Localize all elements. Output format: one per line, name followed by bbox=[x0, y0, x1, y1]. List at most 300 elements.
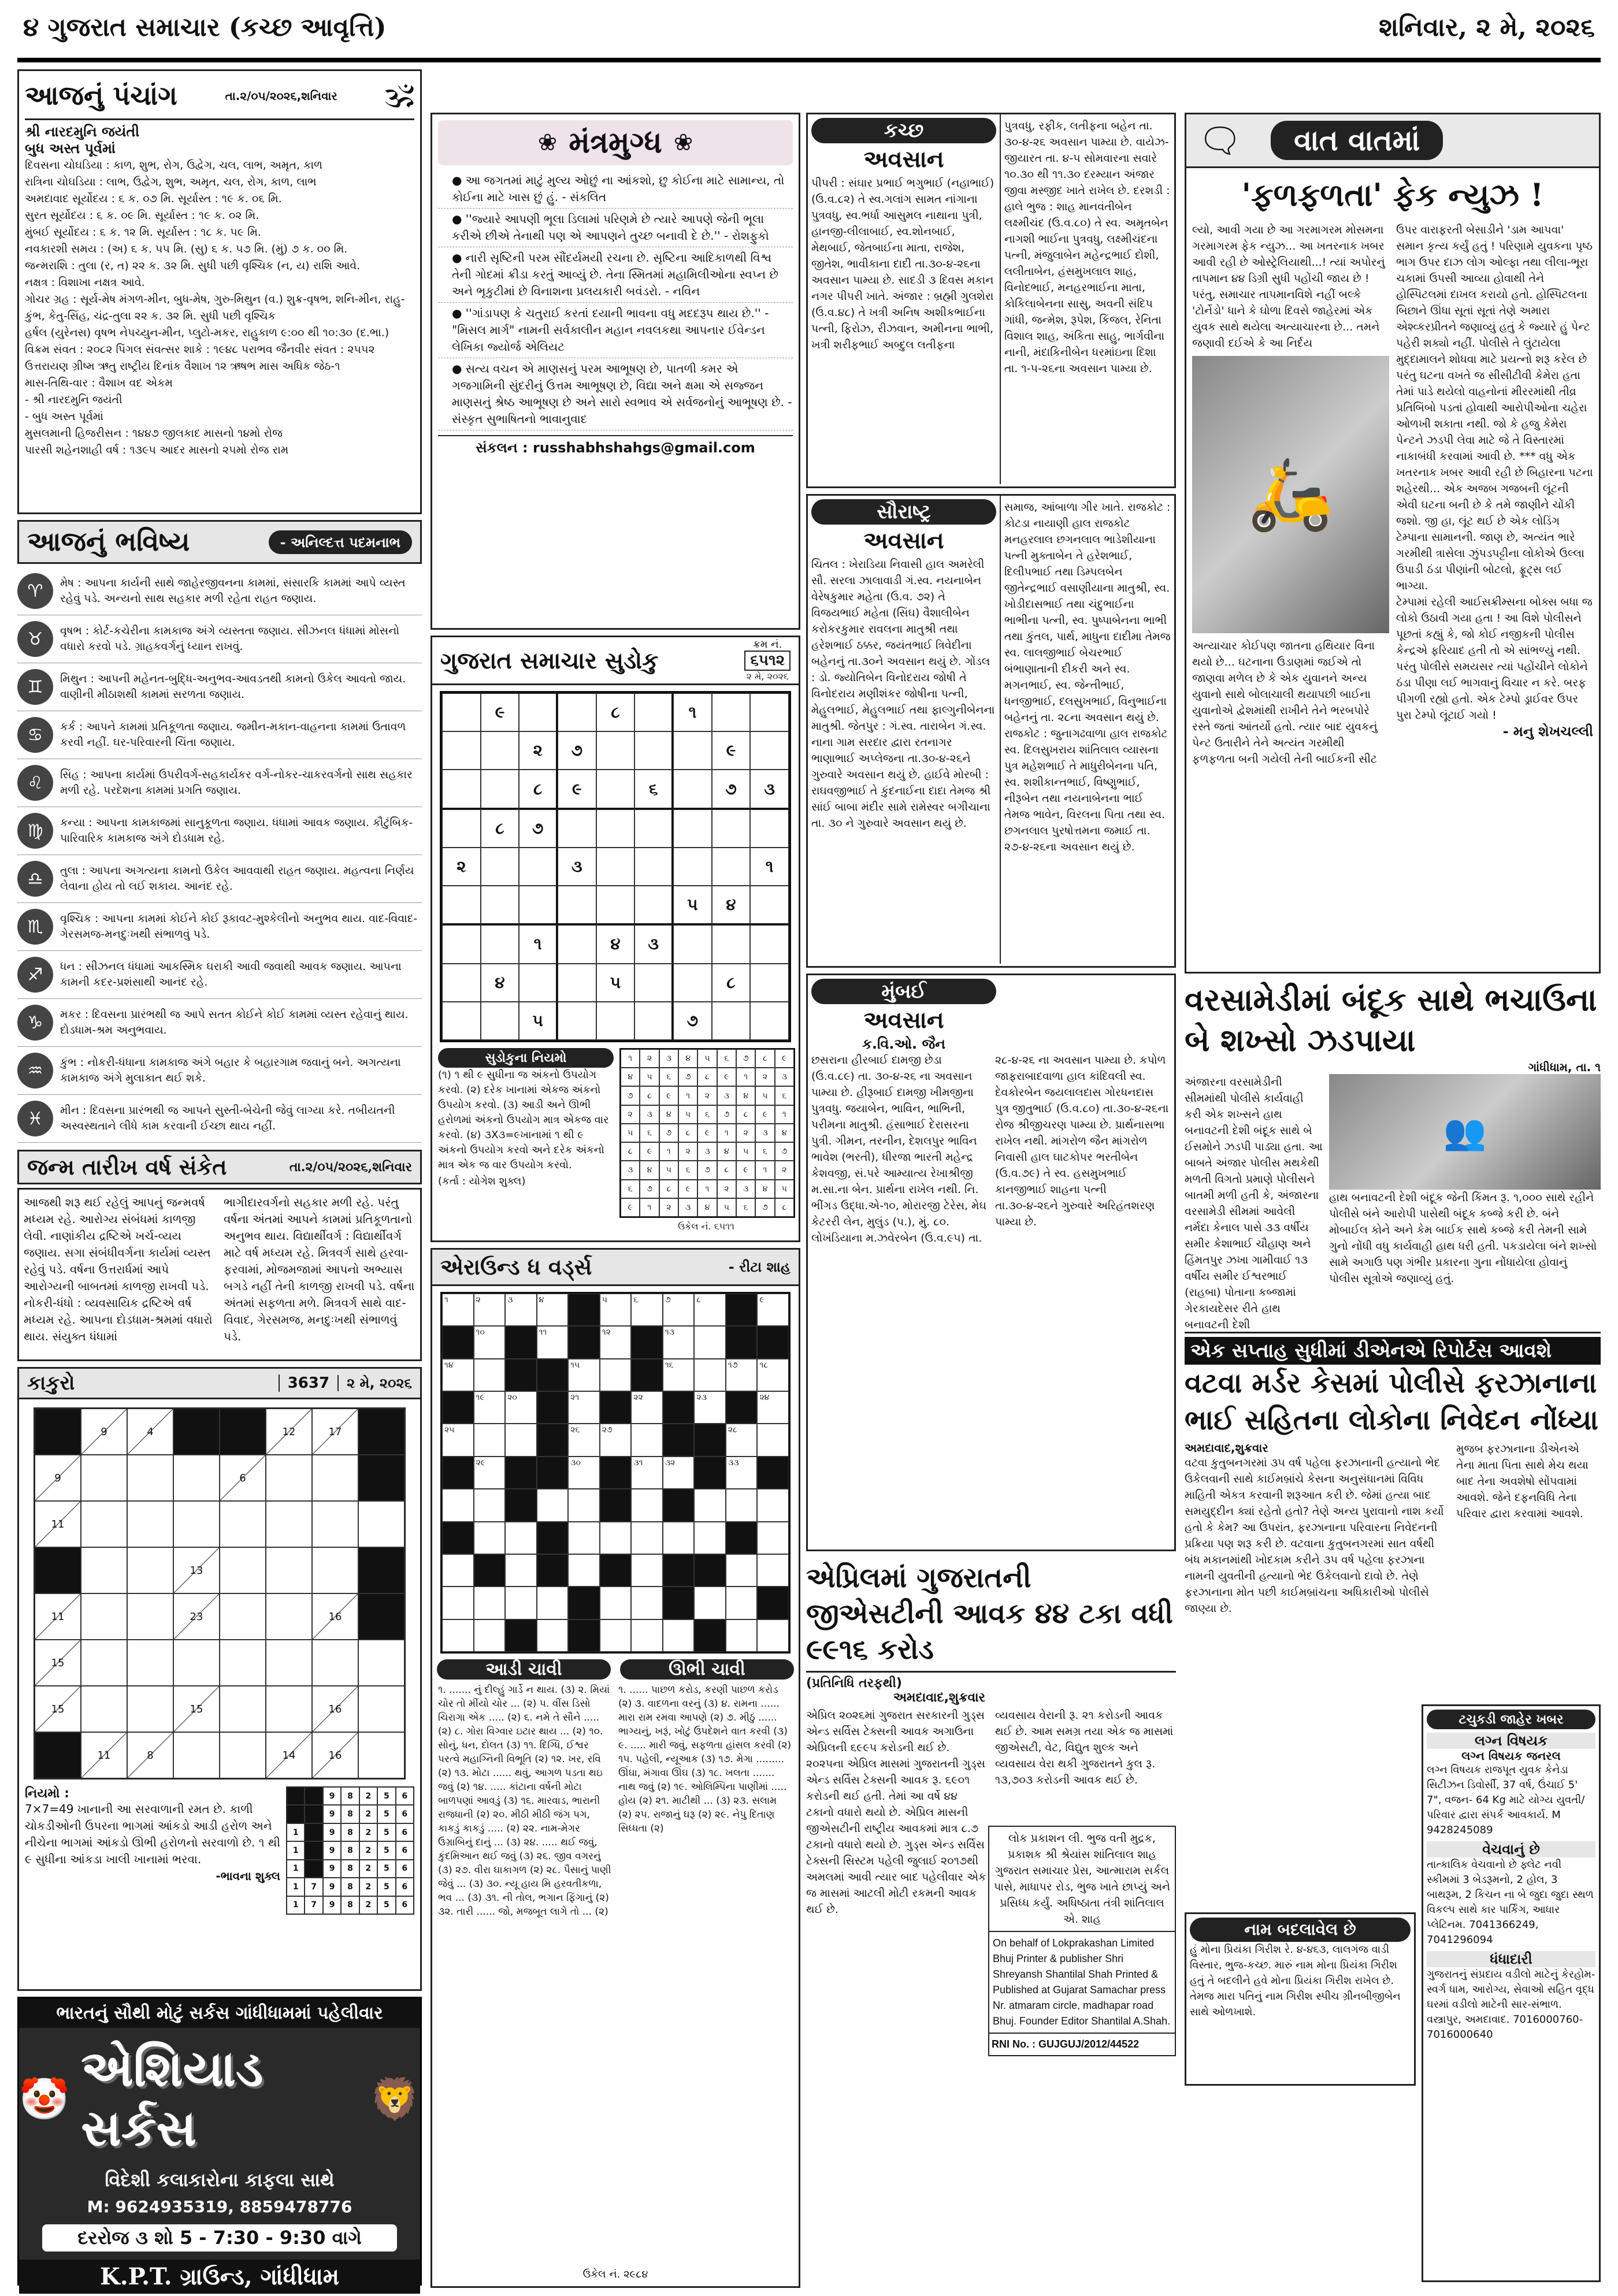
kakuro-cell[interactable] bbox=[173, 1732, 220, 1778]
crossword-cell[interactable] bbox=[568, 1554, 600, 1587]
sudoku-cell[interactable] bbox=[712, 848, 751, 886]
crossword-cell[interactable] bbox=[694, 1489, 726, 1521]
sudoku-cell[interactable] bbox=[712, 809, 751, 848]
crossword-author: - રીટા શાહ bbox=[728, 1259, 791, 1275]
crossword-cell[interactable] bbox=[663, 1457, 695, 1489]
crossword-cell[interactable] bbox=[600, 1424, 632, 1456]
kakuro-cell[interactable] bbox=[358, 1686, 404, 1732]
kakuro-cell[interactable] bbox=[127, 1501, 173, 1547]
crossword-cell[interactable] bbox=[600, 1619, 632, 1652]
kakuro-cell[interactable] bbox=[358, 1732, 404, 1778]
crossword-cell[interactable] bbox=[726, 1359, 758, 1391]
sudoku-cell[interactable]: ૭ bbox=[558, 731, 596, 770]
crossword-number: ૨૮ bbox=[728, 1425, 737, 1435]
crossword-cell[interactable] bbox=[663, 1326, 695, 1358]
sudoku-cell[interactable]: ૪ bbox=[481, 964, 519, 1002]
sudoku-cell[interactable] bbox=[442, 693, 481, 731]
sudoku-cell[interactable]: ૪ bbox=[712, 886, 751, 925]
crossword-cell[interactable] bbox=[694, 1522, 726, 1554]
sudoku-cell[interactable] bbox=[596, 770, 635, 809]
crossword-cell[interactable] bbox=[474, 1522, 506, 1554]
sudoku-mini-cell: ૬ bbox=[678, 1161, 697, 1179]
crossword-number: ૨૯ bbox=[476, 1458, 486, 1467]
kakuro-block bbox=[35, 1547, 81, 1593]
sudoku-mini-cell: ૭ bbox=[717, 1105, 736, 1124]
crossword-cell[interactable] bbox=[474, 1457, 506, 1489]
sudoku-cell[interactable] bbox=[634, 848, 673, 886]
crossword-cell[interactable] bbox=[757, 1489, 789, 1521]
crossword-cell[interactable] bbox=[537, 1294, 569, 1326]
zodiac-icon: ♑ bbox=[17, 1005, 53, 1041]
kakuro-block bbox=[35, 1732, 81, 1778]
kakuro-cell[interactable] bbox=[266, 1686, 312, 1732]
classifieds-header: ટચુકડી જાહેર ખબર bbox=[1427, 1710, 1595, 1729]
sudoku-mini-cell: ૯ bbox=[659, 1086, 678, 1105]
crossword-cell[interactable] bbox=[631, 1457, 663, 1489]
sudoku-cell[interactable] bbox=[596, 886, 635, 925]
rashi-row bbox=[17, 855, 422, 903]
kakuro-cell[interactable] bbox=[220, 1593, 266, 1640]
crossword-cell[interactable] bbox=[442, 1587, 474, 1619]
sudoku-cell[interactable] bbox=[519, 693, 558, 731]
crossword-cell[interactable] bbox=[505, 1522, 537, 1554]
crossword-cell[interactable] bbox=[568, 1424, 600, 1456]
zodiac-icon: ♉ bbox=[17, 621, 53, 657]
crossword-cell[interactable] bbox=[600, 1294, 632, 1326]
sudoku-cell[interactable] bbox=[634, 886, 673, 925]
crossword-block bbox=[663, 1489, 695, 1521]
crossword-cell[interactable] bbox=[726, 1619, 758, 1652]
crossword-cell[interactable] bbox=[600, 1522, 632, 1554]
sudoku-cell[interactable]: ૭ bbox=[519, 809, 558, 848]
sudoku-mini-cell: ૬ bbox=[736, 1198, 755, 1217]
mumbai-kvo: ક.વિ.ઓ. જૈન bbox=[862, 1036, 946, 1052]
vaat-headline: 'ફળફળતા' ફેક ન્યુઝ ! bbox=[1241, 176, 1544, 213]
crossword-block bbox=[537, 1554, 569, 1587]
panchang-lines bbox=[25, 124, 414, 459]
sudoku-cell[interactable] bbox=[750, 1002, 789, 1040]
mantra-item: ● ''ગાંડાપણ કે ચતુરાઈ કરતાં દયાની ભાવના વધુ મદદરૂપ થાય છે.'' - "મિસલ માર્ગ" નામની સર્વકાલીન મહાન નવલકથા આપનાર ઈવેન્ડન લેખિકા જ્યોર્જ એલિયટ bbox=[438, 303, 793, 358]
sudoku-mini-cell: ૩ bbox=[659, 1049, 678, 1068]
sudoku-cell[interactable] bbox=[673, 848, 712, 886]
sudoku-cell[interactable] bbox=[442, 809, 481, 848]
kakuro-cell[interactable] bbox=[81, 1501, 127, 1547]
kakuro-cell[interactable] bbox=[312, 1455, 358, 1501]
crossword-cell[interactable] bbox=[694, 1587, 726, 1619]
crossword-cell[interactable] bbox=[757, 1359, 789, 1391]
crossword-cell[interactable] bbox=[568, 1359, 600, 1391]
sudoku-mini-cell: ૯ bbox=[755, 1105, 774, 1124]
crossword-cell[interactable] bbox=[568, 1489, 600, 1521]
panchang-section bbox=[17, 69, 422, 514]
sudoku-number-label: ક્રમ નં. bbox=[753, 638, 782, 651]
kakuro-mini-cell: 6 bbox=[396, 1823, 414, 1841]
kakuro-cell[interactable] bbox=[81, 1686, 127, 1732]
sudoku-cell[interactable] bbox=[673, 964, 712, 1002]
vatva-article bbox=[1185, 1332, 1601, 1701]
kakuro-cell[interactable] bbox=[266, 1640, 312, 1686]
kakuro-cell[interactable] bbox=[312, 1501, 358, 1547]
sudoku-cell[interactable] bbox=[481, 848, 519, 886]
sudoku-cell[interactable] bbox=[673, 809, 712, 848]
sudoku-mini-cell: ૭ bbox=[775, 1142, 794, 1161]
sudoku-cell[interactable] bbox=[634, 964, 673, 1002]
sudoku-cell[interactable] bbox=[750, 925, 789, 963]
kakuro-rules-title: નિયમો : bbox=[25, 1786, 69, 1801]
kakuro-cell[interactable] bbox=[127, 1593, 173, 1640]
sudoku-cell[interactable] bbox=[558, 809, 596, 848]
sudoku-mini-cell: ૨ bbox=[755, 1068, 774, 1086]
bhavishya-header bbox=[17, 520, 422, 564]
sudoku-cell[interactable]: ૬ bbox=[634, 770, 673, 809]
crossword-cell[interactable] bbox=[757, 1619, 789, 1652]
sudoku-cell[interactable] bbox=[750, 886, 789, 925]
sudoku-cell[interactable] bbox=[481, 886, 519, 925]
sudoku-cell[interactable] bbox=[519, 964, 558, 1002]
crossword-cell[interactable] bbox=[505, 1424, 537, 1456]
janma-date: તા.૨/૦૫/૨૦૨૬,શનિવાર bbox=[289, 1160, 412, 1175]
crossword-cell[interactable] bbox=[505, 1294, 537, 1326]
vatva-body-2: મુજબ ફરઝાનાના ડીએનએ તેના માતા પિતા સાથે મેચ થયા બાદ તેના અવશેષો સોંપવામાં આવશે. જેને દફનવિધિ તેના પરિવાર દ્વારા કરવામાં આવશે. bbox=[1456, 1443, 1589, 1520]
sudoku-cell[interactable] bbox=[481, 731, 519, 770]
crossword-block bbox=[726, 1391, 758, 1424]
sudoku-cell[interactable]: ૫ bbox=[519, 1002, 558, 1040]
kakuro-cell[interactable] bbox=[127, 1640, 173, 1686]
sudoku-mini-cell: ૩ bbox=[736, 1180, 755, 1198]
crossword-cell[interactable] bbox=[474, 1359, 506, 1391]
rashi-text: વૃષભ : કોર્ટ-કચેરીના કામકાજ અંગે વ્યસ્તતા જણાય. સીઝનલ ધંધામાં મોસનો વધારો કરવો પડે. ગ્રાહકવર્ગનું ધ્યાન રાખવું. bbox=[60, 625, 399, 653]
panchang-line: પારસી શહેનશાહી વર્ષ : ૧૩૯૫ આદર માસનો ૨૫મો રોજ રામ bbox=[25, 444, 289, 456]
sudoku-cell[interactable]: ૮ bbox=[519, 770, 558, 809]
sudoku-mini-cell: ૪ bbox=[659, 1105, 678, 1124]
sudoku-cell[interactable] bbox=[750, 809, 789, 848]
kakuro-cell[interactable] bbox=[81, 1640, 127, 1686]
kakuro-mini-cell: 8 bbox=[341, 1787, 359, 1805]
crossword-number: ૧૧ bbox=[539, 1328, 547, 1338]
kakuro-cell[interactable] bbox=[81, 1593, 127, 1640]
kakuro-cell[interactable] bbox=[220, 1686, 266, 1732]
down-title: ઊભી ચાવી bbox=[620, 1659, 794, 1680]
sudoku-grid[interactable] bbox=[440, 691, 791, 1042]
sudoku-cell[interactable] bbox=[712, 1002, 751, 1040]
crossword-cell[interactable] bbox=[631, 1489, 663, 1521]
sudoku-cell[interactable]: ૮ bbox=[596, 693, 635, 731]
page-header-left: ૪ ગુજરાત સમાચાર (કચ્છ આવૃત્તિ) bbox=[23, 13, 387, 42]
crossword-number: ૧૬ bbox=[665, 1360, 674, 1370]
crossword-cell[interactable] bbox=[694, 1391, 726, 1424]
sudoku-cell[interactable]: ૪ bbox=[596, 925, 635, 963]
sudoku-cell[interactable]: ૫ bbox=[596, 964, 635, 1002]
panchang-line: હર્ષલ (યુરેનસ) વૃષભ નેપચ્યુન-મીન, પ્લુટો-મકર, રાહુકાળ ૯:૦૦ થી ૧૦:૩૦ (દ.ભા.) bbox=[25, 326, 389, 339]
sudoku-cell[interactable] bbox=[481, 925, 519, 963]
rashi-row bbox=[17, 1047, 422, 1095]
mantra-item: ● આ જગતમાં માટું મુલ્ય ઓછું ના આંકશો, છુ કોઈના માટે સામાન્ય, તો કોઈના માટે ખાસ છું હું. - સંકલિત bbox=[438, 170, 793, 209]
vaat-col4: ટેમ્પામાં રહેલી આઈસક્રીમ્સના બોક્સ બધા જ લોકો ઉઠાવી ગયા હતા ! આ વિશે પોલીસને પૂછતાં કહ્યું કે, જો કોઈ નજીકની પોલીસ કેન્દ્રએ ફરિયાદ હતી તો એ સાંભળ્યું નથી. પરંતુ પોલીસે સમયસર ત્યાં પહોંચીને લોકોને ઠંડા પીણા લઈ ભાગવાનું વિચાર ન કરે. બરફ પીગળી રહ્યો હતો. એક ટેમ્પો ડ્રાઈવર ઉપર પુરા ટેમ્પો લૂંટાઈ ગયો ! bbox=[1396, 596, 1593, 722]
sudoku-cell[interactable]: ૧ bbox=[519, 925, 558, 963]
kakuro-cell[interactable] bbox=[358, 1640, 404, 1686]
kakuro-cell[interactable] bbox=[173, 1501, 220, 1547]
chat-icon: 🗨 bbox=[1198, 120, 1242, 161]
crossword-cell[interactable] bbox=[631, 1522, 663, 1554]
kakuro-cell[interactable] bbox=[127, 1686, 173, 1732]
sudoku-cell[interactable]: ૯ bbox=[481, 693, 519, 731]
kakuro-mini-solution bbox=[286, 1786, 414, 1915]
sudoku-mini-cell: ૮ bbox=[775, 1198, 794, 1217]
crossword-number: ૫ bbox=[602, 1295, 607, 1305]
crossword-cell[interactable] bbox=[568, 1391, 600, 1424]
crossword-cell[interactable] bbox=[757, 1391, 789, 1424]
sudoku-mini-cell: ૯ bbox=[717, 1068, 736, 1086]
crossword-cell[interactable] bbox=[442, 1489, 474, 1521]
crossword-cell[interactable] bbox=[537, 1489, 569, 1521]
crossword-cell[interactable] bbox=[474, 1619, 506, 1652]
crossword-block bbox=[694, 1457, 726, 1489]
crossword-cell[interactable] bbox=[631, 1587, 663, 1619]
sudoku-cell[interactable]: ૨ bbox=[519, 731, 558, 770]
crossword-block bbox=[663, 1424, 695, 1456]
crossword-cell[interactable] bbox=[442, 1554, 474, 1587]
sudoku-cell[interactable]: ૮ bbox=[712, 964, 751, 1002]
crossword-cell[interactable] bbox=[568, 1522, 600, 1554]
crossword-cell[interactable] bbox=[757, 1554, 789, 1587]
varsamedi-dateline: ગાંધીધામ, તા. ૧ bbox=[1528, 1060, 1601, 1074]
sudoku-cell[interactable] bbox=[750, 731, 789, 770]
sudoku-cell[interactable] bbox=[442, 886, 481, 925]
kakuro-section bbox=[17, 1367, 422, 1991]
sudoku-mini-cell: ૨ bbox=[697, 1086, 717, 1105]
lotus-icon: ❀ bbox=[537, 129, 558, 156]
kakuro-cell[interactable] bbox=[220, 1547, 266, 1593]
vatva-headline: વટવા મર્ડર કેસમાં પોલીસે ફરઝાનાના ભાઈ સહિતના લોકોના નિવેદન નોંધ્યા bbox=[1185, 1367, 1598, 1436]
crossword-cell[interactable] bbox=[537, 1587, 569, 1619]
crossword-cell[interactable] bbox=[442, 1359, 474, 1391]
sudoku-cell[interactable]: ૨ bbox=[442, 848, 481, 886]
crossword-cell[interactable] bbox=[726, 1587, 758, 1619]
sudoku-cell[interactable] bbox=[634, 1002, 673, 1040]
kakuro-cell[interactable] bbox=[220, 1501, 266, 1547]
rashi-row bbox=[17, 951, 422, 999]
crossword-cell[interactable] bbox=[663, 1522, 695, 1554]
sudoku-mini-cell: ૧ bbox=[640, 1198, 659, 1217]
panchang-line: ગોચર ગ્રહ : સૂર્ય-મેષ મંગળ-મીન, બુધ-મેષ, ગુરુ-મિથુન (વ.) શુક્ર-વૃષભ, શનિ-મીન, રાહુ-કુંભ, કેતુ-સિંહ, ચંદ્ર-તુલા ૨૨ ક. ૩૨ મિ. સુધી પછી વૃશ્ચિક bbox=[25, 293, 405, 322]
sudoku-cell[interactable]: ૩ bbox=[634, 925, 673, 963]
panchang-line: - શ્રી નારદમુનિ જયંતી bbox=[25, 393, 123, 406]
sudoku-cell[interactable] bbox=[712, 693, 751, 731]
sudoku-cell[interactable] bbox=[442, 925, 481, 963]
kakuro-clue: 16 bbox=[312, 1593, 358, 1640]
sudoku-mini-cell: ૩ bbox=[640, 1105, 659, 1124]
crossword-block bbox=[631, 1359, 663, 1391]
sudoku-cell[interactable] bbox=[596, 848, 635, 886]
crossword-cell[interactable] bbox=[474, 1587, 506, 1619]
crossword-cell[interactable] bbox=[726, 1554, 758, 1587]
kakuro-cell[interactable] bbox=[266, 1593, 312, 1640]
crossword-cell[interactable] bbox=[505, 1554, 537, 1587]
sudoku-cell[interactable]: ૯ bbox=[712, 731, 751, 770]
mumbai-sub: અવસાન bbox=[863, 1006, 944, 1034]
kakuro-cell[interactable] bbox=[266, 1501, 312, 1547]
kakuro-cell[interactable] bbox=[220, 1640, 266, 1686]
kakuro-mini-cell bbox=[305, 1823, 322, 1841]
crossword-cell[interactable] bbox=[694, 1326, 726, 1358]
circus-banner: ભારતનું સૌથી મોટું સર્કસ ગાંધીધામમાં પહેલીવાર bbox=[19, 1998, 420, 2028]
kakuro-cell[interactable] bbox=[173, 1455, 220, 1501]
kakuro-cell[interactable] bbox=[127, 1547, 173, 1593]
sudoku-cell[interactable] bbox=[558, 1002, 596, 1040]
sudoku-cell[interactable]: ૭ bbox=[712, 770, 751, 809]
kakuro-mini-cell: 5 bbox=[377, 1896, 395, 1914]
down-clues: ૧. ...... પાછળ કરોડ, કરણી પાછળ કરોડ (૨) ૩. વાદળના વરનું (૩) ૪. રામના ...... મારા રામ રમવા આપણે (૨) ૭. મીઠું ...... ભાગ્યનું, ખરૂં, ખોટું ઉપદેશને વાત કરવી (૩) ૯. ..... મારી જવું, સફળતા હાંસલ કરવી (૨) ૧૫. પહેલી, ન્યૂઆક (૩) ૧૭. મેગા ......... ઊંઘા, મંગાવા ઊંઘ (૩) ૧૮. ખલતા ....... નાથ જવું (૨) ૧૯. ઓલિમ્પિના પાણીમાં ..... હોય (૨) ૨૧. માટીથી ... (૩) ૨૩. સલામ (૨) ૨૫. રાજાનું ઘરૂ (૨) ૨૯. નેપુ દિતાણ સિધ્ધતા (૨) bbox=[618, 1684, 792, 1834]
sudoku-cell[interactable]: ૩ bbox=[750, 770, 789, 809]
kakuro-cell[interactable] bbox=[312, 1547, 358, 1593]
kakuro-mini-cell bbox=[305, 1805, 322, 1823]
sudoku-cell[interactable] bbox=[673, 925, 712, 963]
sudoku-cell[interactable] bbox=[442, 1002, 481, 1040]
crossword-cell[interactable] bbox=[757, 1294, 789, 1326]
rashi-text: કુંભ : નોકરી-ધંધાના કામકાજ અંગે બહાર કે બહારગામ જવાનું બને. અગત્યના કામકાજ અંગે મુલાકાત થઈ શકે. bbox=[60, 1056, 401, 1084]
kakuro-cell[interactable] bbox=[173, 1640, 220, 1686]
crossword-cell[interactable] bbox=[726, 1457, 758, 1489]
sudoku-cell[interactable]: ૧ bbox=[673, 693, 712, 731]
crossword-block bbox=[442, 1457, 474, 1489]
gst-dateline: અમદાવાદ,શુક્રવાર bbox=[893, 1691, 985, 1705]
sudoku-cell[interactable] bbox=[673, 770, 712, 809]
sudoku-cell[interactable] bbox=[634, 731, 673, 770]
sudoku-cell[interactable] bbox=[442, 770, 481, 809]
sudoku-cell[interactable] bbox=[558, 886, 596, 925]
crossword-cell[interactable] bbox=[474, 1294, 506, 1326]
sudoku-cell[interactable] bbox=[673, 731, 712, 770]
crossword-cell[interactable] bbox=[442, 1424, 474, 1456]
crossword-cell[interactable] bbox=[757, 1424, 789, 1456]
sudoku-cell[interactable] bbox=[596, 1002, 635, 1040]
crossword-cell[interactable] bbox=[537, 1619, 569, 1652]
kakuro-mini-cell: 9 bbox=[323, 1787, 341, 1805]
kakuro-mini-cell bbox=[305, 1787, 322, 1805]
crossword-cell[interactable] bbox=[663, 1294, 695, 1326]
sudoku-cell[interactable]: ૩ bbox=[558, 848, 596, 886]
crossword-block bbox=[537, 1391, 569, 1424]
crossword-cell[interactable] bbox=[631, 1619, 663, 1652]
sudoku-cell[interactable]: ૯ bbox=[558, 770, 596, 809]
kakuro-mini-cell: 6 bbox=[396, 1841, 414, 1859]
crossword-cell[interactable] bbox=[757, 1522, 789, 1554]
crossword-cell[interactable] bbox=[600, 1326, 632, 1358]
varsamedi-headline: વરસામેડીમાં બંદૂક સાથે ભચાઉના બે શખ્સો ઝડપાયા bbox=[1185, 981, 1597, 1058]
sudoku-cell[interactable] bbox=[519, 848, 558, 886]
rashi-text: વૃશ્ચિક : આપના કામમાં કોઈને કોઈ રૂકાવટ-મુશ્કેલીનો અનુભવ થાય. વાદ-વિવાદ-ગેરસમજ-મનદુઃખથી સંભાળવું પડે. bbox=[60, 912, 418, 941]
sudoku-cell[interactable] bbox=[558, 964, 596, 1002]
crossword-cell[interactable] bbox=[631, 1391, 663, 1424]
sudoku-mini-cell: ૧ bbox=[659, 1142, 678, 1161]
crossword-cell[interactable] bbox=[474, 1326, 506, 1358]
panchang-line: અમદાવાદ સૂર્યોદય : ૬ ક. ૦૭ મિ. સૂર્યાસ્ત : ૧૯ ક. ૦૬ મિ. bbox=[25, 192, 282, 205]
across-title: આડી ચાવી bbox=[437, 1659, 611, 1680]
crossword-cell[interactable] bbox=[600, 1587, 632, 1619]
sudoku-cell[interactable] bbox=[481, 770, 519, 809]
sudoku-mini-cell: ૬ bbox=[659, 1068, 678, 1086]
kakuro-cell[interactable] bbox=[81, 1455, 127, 1501]
bhavishya-title: આજનું ભવિષ્ય bbox=[27, 526, 190, 557]
crossword-cell[interactable] bbox=[442, 1619, 474, 1652]
sudoku-mini-cell: ૩ bbox=[755, 1124, 774, 1142]
kakuro-block bbox=[358, 1593, 404, 1640]
sudoku-cell[interactable]: ૫ bbox=[673, 886, 712, 925]
sudoku-cell[interactable] bbox=[442, 731, 481, 770]
kakuro-cell[interactable] bbox=[358, 1501, 404, 1547]
crossword-cell[interactable] bbox=[663, 1359, 695, 1391]
crossword-cell[interactable] bbox=[600, 1359, 632, 1391]
kakuro-cell[interactable] bbox=[266, 1455, 312, 1501]
crossword-block bbox=[757, 1457, 789, 1489]
crossword-cell[interactable] bbox=[726, 1424, 758, 1456]
sudoku-cell[interactable] bbox=[558, 925, 596, 963]
sudoku-mini-cell: ૨ bbox=[775, 1161, 794, 1179]
kakuro-cell[interactable] bbox=[127, 1455, 173, 1501]
crossword-cell[interactable] bbox=[631, 1554, 663, 1587]
kakuro-cell[interactable] bbox=[81, 1547, 127, 1593]
cartoon-image: 🛵 bbox=[1192, 356, 1389, 633]
crossword-cell[interactable] bbox=[726, 1489, 758, 1521]
sudoku-cell[interactable] bbox=[750, 693, 789, 731]
crossword-cell[interactable] bbox=[537, 1326, 569, 1358]
crossword-cell[interactable] bbox=[474, 1424, 506, 1456]
sudoku-mini-cell: ૪ bbox=[640, 1161, 659, 1179]
mantra-email[interactable]: russhabhshahgs@gmail.com bbox=[532, 440, 755, 456]
crossword-cell[interactable] bbox=[505, 1587, 537, 1619]
kakuro-cell[interactable] bbox=[266, 1547, 312, 1593]
kakuro-cell[interactable] bbox=[312, 1640, 358, 1686]
crossword-cell[interactable] bbox=[631, 1294, 663, 1326]
sudoku-mini-cell: ૭ bbox=[697, 1161, 717, 1179]
sudoku-cell[interactable] bbox=[596, 809, 635, 848]
kakuro-mini-cell: 2 bbox=[359, 1787, 377, 1805]
crossword-block bbox=[442, 1522, 474, 1554]
sudoku-cell[interactable]: ૮ bbox=[481, 809, 519, 848]
sudoku-mini-cell: ૮ bbox=[697, 1068, 717, 1086]
kakuro-mini-cell: 5 bbox=[377, 1841, 395, 1859]
crossword-cell[interactable] bbox=[505, 1391, 537, 1424]
crossword-cell[interactable] bbox=[474, 1489, 506, 1521]
crossword-cell[interactable] bbox=[663, 1619, 695, 1652]
crossword-cell[interactable] bbox=[442, 1294, 474, 1326]
sudoku-cell[interactable]: ૭ bbox=[673, 1002, 712, 1040]
rashi-text: કર્ક : આપને કામમાં પ્રતિકૂળતા જણાય. જમીન-મકાન-વાહનના કામમાં ઉતાવળ કરવી નહીં. ઘર-પરિવારની ચિંતા જણાય. bbox=[60, 720, 406, 749]
crossword-cell[interactable] bbox=[694, 1359, 726, 1391]
sudoku-cell[interactable]: ૧ bbox=[750, 848, 789, 886]
sudoku-cell[interactable] bbox=[634, 809, 673, 848]
sudoku-cell[interactable] bbox=[712, 925, 751, 963]
kakuro-clue: 4 bbox=[127, 1409, 173, 1455]
sudoku-cell[interactable] bbox=[442, 964, 481, 1002]
sudoku-cell[interactable] bbox=[519, 886, 558, 925]
sudoku-cell[interactable] bbox=[596, 731, 635, 770]
crossword-cell[interactable] bbox=[568, 1457, 600, 1489]
mantra-items bbox=[438, 170, 793, 430]
kakuro-cell[interactable] bbox=[220, 1732, 266, 1778]
crossword-cell[interactable] bbox=[694, 1294, 726, 1326]
sudoku-cell[interactable] bbox=[750, 964, 789, 1002]
circus-venue: K.P.T. ગ્રાઉન્ડ, ગાંધીધામ bbox=[19, 2260, 420, 2294]
sudoku-cell[interactable] bbox=[634, 693, 673, 731]
naam-body: હું મોના પ્રિયંકા ગિરીશ રે. ૪-૪૬૩, લાલગંજ વાડી વિસ્તાર, ભુજ-કચ્છ. મારું નામ મોના પ્રિયંકા ગિરીશ હતું તે બદલીને હવે મોના પ્રિયંકા ગિરીશ રાખેલ છે. તેમજ મારા પતિનું નામ ગિરીશ સ્પીચ ગ્રીનબીજીબેન સાથે ઓળખાશે. bbox=[1190, 1944, 1401, 2018]
crossword-cell[interactable] bbox=[474, 1391, 506, 1424]
crossword-grid[interactable] bbox=[440, 1292, 791, 1654]
crossword-cell[interactable] bbox=[631, 1424, 663, 1456]
kakuro-grid[interactable] bbox=[34, 1407, 406, 1779]
sudoku-cell[interactable] bbox=[481, 1002, 519, 1040]
sudoku-cell[interactable] bbox=[558, 693, 596, 731]
